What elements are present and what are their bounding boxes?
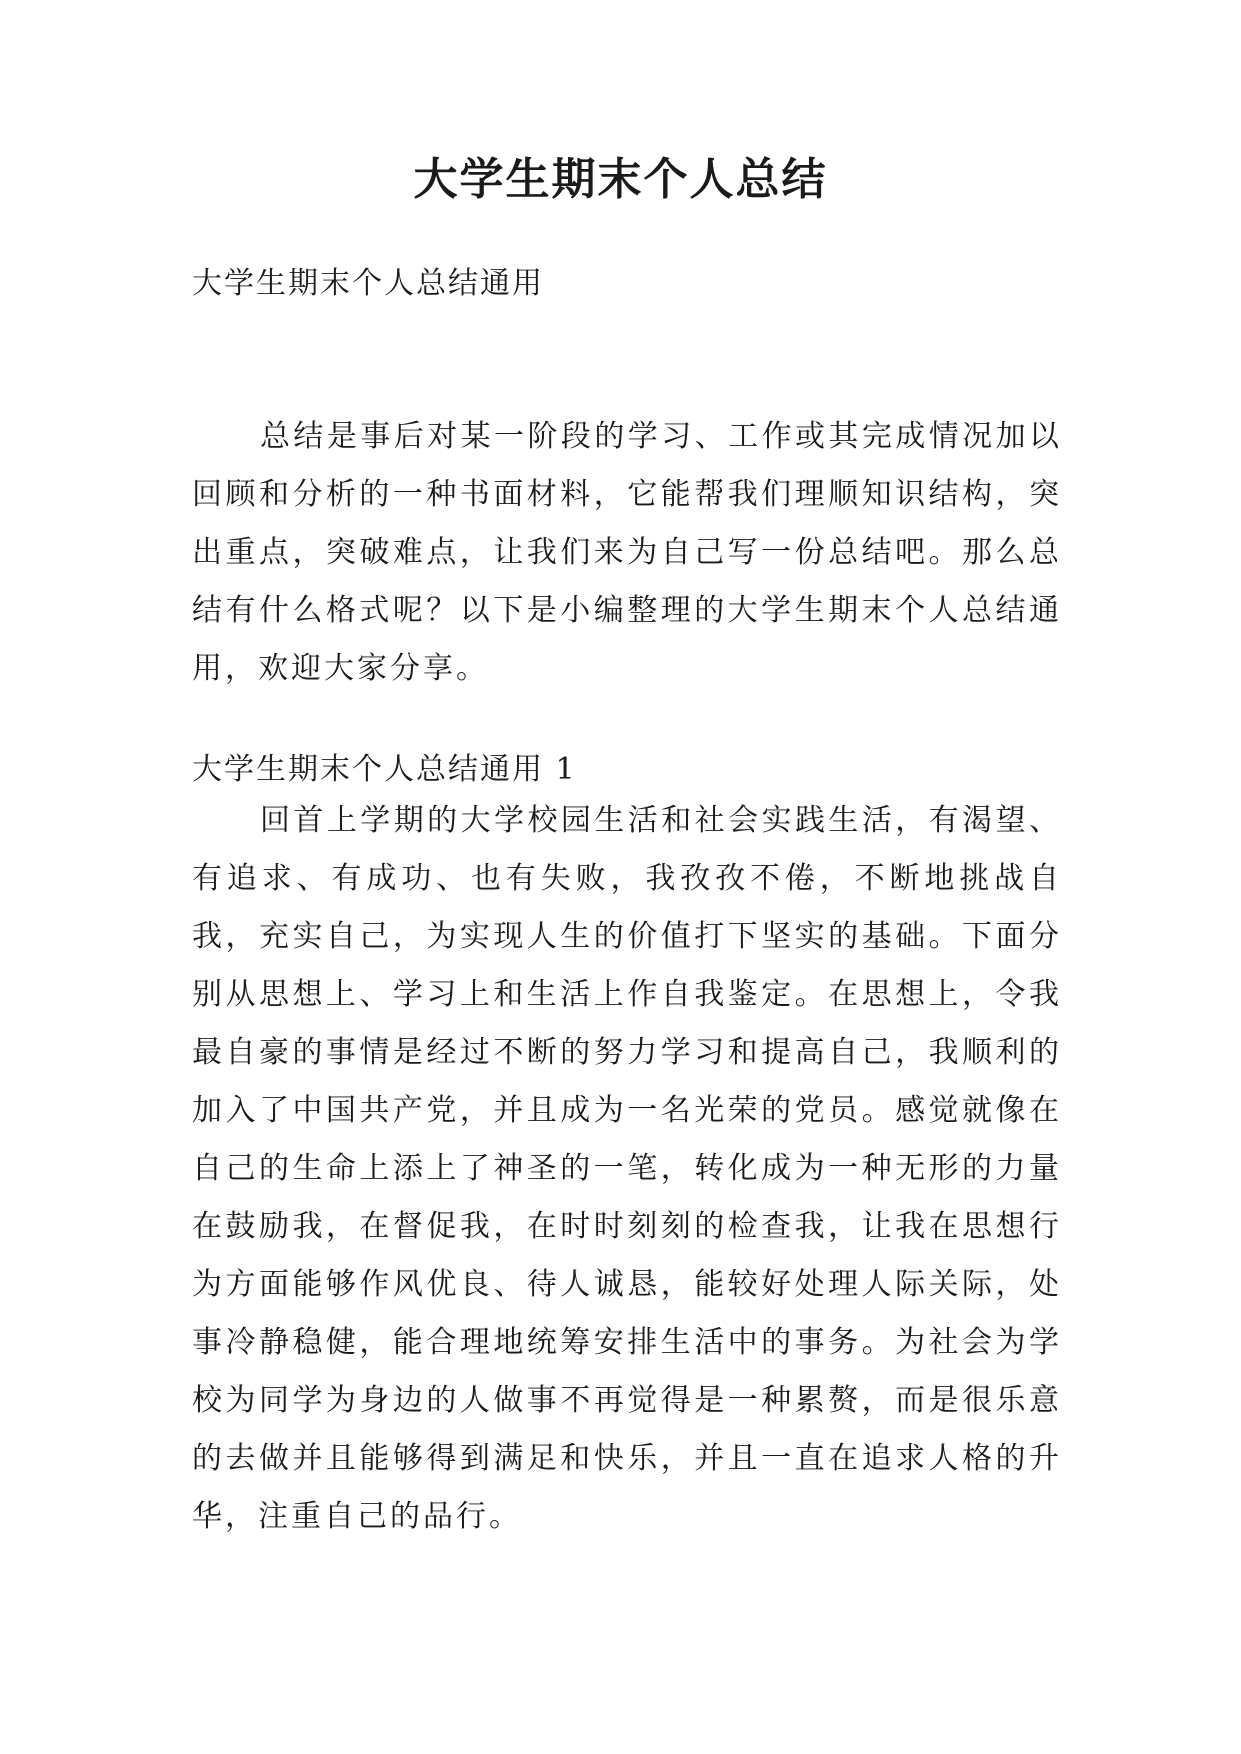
document-subtitle: 大学生期末个人总结通用 [192, 266, 544, 301]
intro-paragraph: 总结是事后对某一阶段的学习、工作或其完成情况加以回顾和分析的一种书面材料，它能帮我们理顺知识结构，突出重点，突破难点，让我们来为自己写一份总结吧。那么总结有什么格式呢？以下是小编整理的大学生期末个人总结通用，欢迎大家分享。 [192, 419, 1062, 686]
document-title: 大学生期末个人总结 [413, 154, 828, 205]
section-1-paragraph: 回首上学期的大学校园生活和社会实践生活，有渴望、有追求、有成功、也有失败，我孜孜不倦，不断地挑战自我，充实自己，为实现人生的价值打下坚实的基础。下面分别从思想上、学习上和生活上作自我鉴定。在思想上，令我最自豪的事情是经过不断的努力学习和提高自己，我顺利的加入了中国共产党，并且成为一名光荣的党员。感觉就像在自己的生命上添上了神圣的一笔，转化成为一种无形的力量在鼓励我，在督促我，在时时刻刻的检查我，让我在思想行为方面能够作风优良、待人诚恳，能较好处理人际关际，处事冷静稳健，能合理地统筹安排生活中的事务。为社会为学校为同学为身边的人做事不再觉得是一种累赘，而是很乐意的去做并且能够得到满足和快乐，并且一直在追求人格的升华，注重自己的品行。 [192, 803, 1062, 1534]
section-1-heading: 大学生期末个人总结通用 1 [192, 752, 577, 787]
